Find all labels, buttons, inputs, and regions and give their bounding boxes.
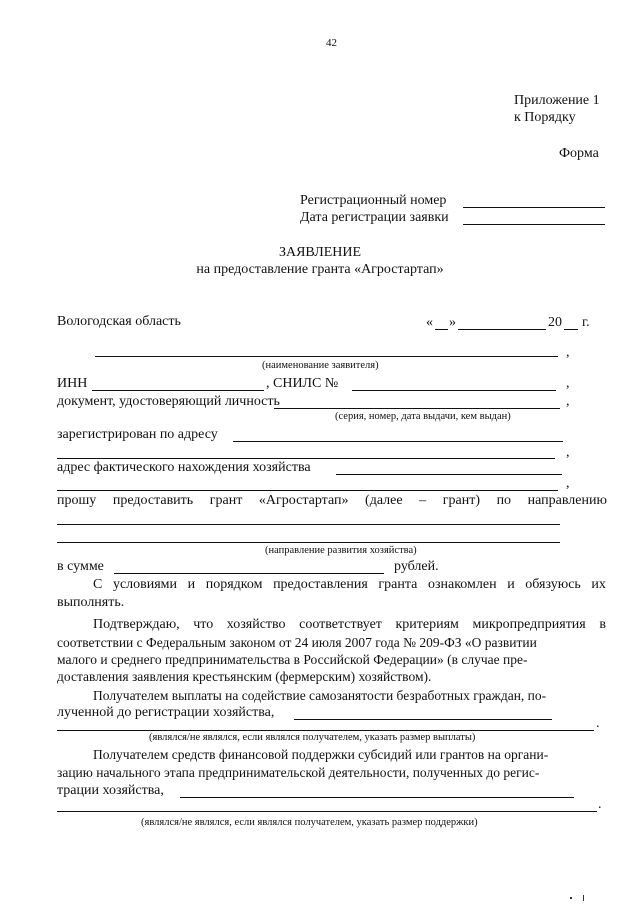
grant-direction-field[interactable] [57, 524, 560, 525]
appendix-reference: к Порядку [514, 110, 576, 125]
request-word: «Агростартап» [258, 493, 349, 508]
paragraph-word: что [193, 617, 214, 632]
request-word: предоставить [112, 493, 194, 508]
paragraph-word: соответствует [299, 617, 382, 632]
form-label: Форма [559, 146, 599, 161]
inn-label: ИНН [57, 376, 88, 391]
paragraph-word: микропредприятия [472, 617, 586, 632]
applicant-name-comma: , [566, 345, 570, 360]
date-day-field[interactable] [435, 329, 448, 330]
registered-address-field-2[interactable] [57, 458, 555, 459]
request-word: направлению [527, 493, 607, 508]
financial-support-paragraph-line1: Получателем средств финансовой поддержки субсидий или грантов на органи- [93, 747, 549, 762]
applicant-name-caption: (наименование заявителя) [262, 360, 379, 371]
sum-field[interactable] [114, 573, 384, 574]
actual-address-field[interactable] [336, 474, 562, 475]
id-document-comma: , [566, 394, 570, 409]
registration-date-label: Дата регистрации заявки [300, 210, 449, 225]
self-employment-field[interactable] [294, 719, 552, 720]
document-subtitle: на предоставление гранта «Агростартап» [196, 262, 444, 277]
paragraph-word: в [599, 617, 606, 632]
paragraph-word: гранта [378, 577, 418, 592]
scan-mark [583, 895, 584, 901]
grant-request-text [57, 494, 607, 508]
request-word: прошу [57, 493, 97, 508]
paragraph-word: условиями [112, 577, 178, 592]
paragraph-word: хозяйство [226, 617, 286, 632]
document-title: ЗАЯВЛЕНИЕ [278, 245, 362, 260]
registered-address-comma: , [566, 445, 570, 460]
confirm-paragraph-line2: соответствии с Федеральным законом от 24 июля 2007 года № 209-ФЗ «О развитии [57, 635, 537, 650]
paragraph-word: их [591, 577, 606, 592]
snils-field[interactable] [352, 390, 556, 391]
inn-field[interactable] [92, 390, 264, 391]
paragraph-word: обязуюсь [525, 577, 581, 592]
region-label: Вологодская область [57, 314, 181, 329]
grant-direction-field-2[interactable] [57, 542, 560, 543]
paragraph-word: и [507, 577, 515, 592]
id-document-field[interactable] [274, 408, 560, 409]
self-employment-paragraph-line1: Получателем выплаты на содействие самозанятости безработных граждан, по- [93, 688, 547, 703]
id-document-caption: (серия, номер, дата выдачи, кем выдан) [335, 411, 511, 422]
request-word: (далее [365, 493, 403, 508]
registered-address-label: зарегистрирован по адресу [57, 427, 218, 442]
self-employment-field-2[interactable] [57, 730, 594, 731]
financial-support-field-2[interactable] [57, 811, 597, 812]
date-quote-close: » [449, 315, 456, 330]
paragraph-word: и [187, 577, 196, 592]
paragraph-word: С [93, 577, 103, 592]
date-month-field[interactable] [458, 329, 546, 330]
request-word: – [419, 493, 427, 508]
confirm-paragraph-line3: малого и среднего предпринимательства в Российской Федерации» (в случае пре- [57, 652, 528, 667]
registered-address-field[interactable] [233, 441, 563, 442]
snils-comma: , [566, 376, 570, 391]
page-number: 42 [326, 37, 337, 49]
appendix-label: Приложение 1 [514, 93, 600, 108]
request-word: по [496, 493, 512, 508]
registration-number-field[interactable] [463, 207, 605, 208]
date-year-field[interactable] [564, 329, 578, 330]
registration-date-field[interactable] [463, 224, 605, 225]
self-employment-paragraph-line2: лученной до регистрации хозяйства, [57, 705, 275, 720]
paragraph-word: критериям [395, 617, 459, 632]
scan-mark [570, 897, 572, 899]
year-suffix: г. [582, 315, 590, 330]
registration-number-label: Регистрационный номер [300, 193, 447, 208]
actual-address-label: адрес фактического нахождения хозяйства [57, 460, 311, 475]
paragraph-word: порядком [205, 577, 263, 592]
confirm-paragraph-line1 [93, 618, 606, 632]
financial-support-period: . [598, 797, 602, 812]
snils-label: , СНИЛС № [266, 376, 339, 391]
sum-label: в сумме [57, 559, 104, 574]
actual-address-comma: , [566, 476, 570, 491]
applicant-name-field[interactable] [95, 356, 558, 357]
paragraph-word: предоставления [273, 577, 368, 592]
paragraph-word: Подтверждаю, [93, 617, 180, 632]
actual-address-field-2[interactable] [57, 490, 558, 491]
conditions-paragraph-line1 [93, 578, 606, 592]
grant-direction-caption: (направление развития хозяйства) [265, 545, 417, 556]
financial-support-field[interactable] [180, 797, 574, 798]
financial-support-paragraph-line3: трации хозяйства, [57, 783, 164, 798]
conditions-paragraph-line2: выполнять. [57, 595, 125, 610]
date-quote-open: « [426, 315, 433, 330]
self-employment-caption: (являлся/не являлся, если являлся получателем, указать размер выплаты) [149, 732, 476, 743]
confirm-paragraph-line4: доставления заявления крестьянским (фермерским) хозяйством). [57, 669, 432, 684]
id-document-label: документ, удостоверяющий личность [57, 394, 280, 409]
financial-support-caption: (являлся/не являлся, если являлся получателем, указать размер поддержки) [141, 817, 478, 828]
request-word: грант [209, 493, 243, 508]
sum-unit: рублей. [394, 559, 439, 574]
self-employment-period: . [596, 716, 600, 731]
paragraph-word: ознакомлен [427, 577, 497, 592]
financial-support-paragraph-line2: зацию начального этапа предпринимательской деятельности, полученных до регис- [57, 765, 540, 780]
request-word: грант) [442, 493, 480, 508]
year-prefix: 20 [548, 315, 562, 330]
